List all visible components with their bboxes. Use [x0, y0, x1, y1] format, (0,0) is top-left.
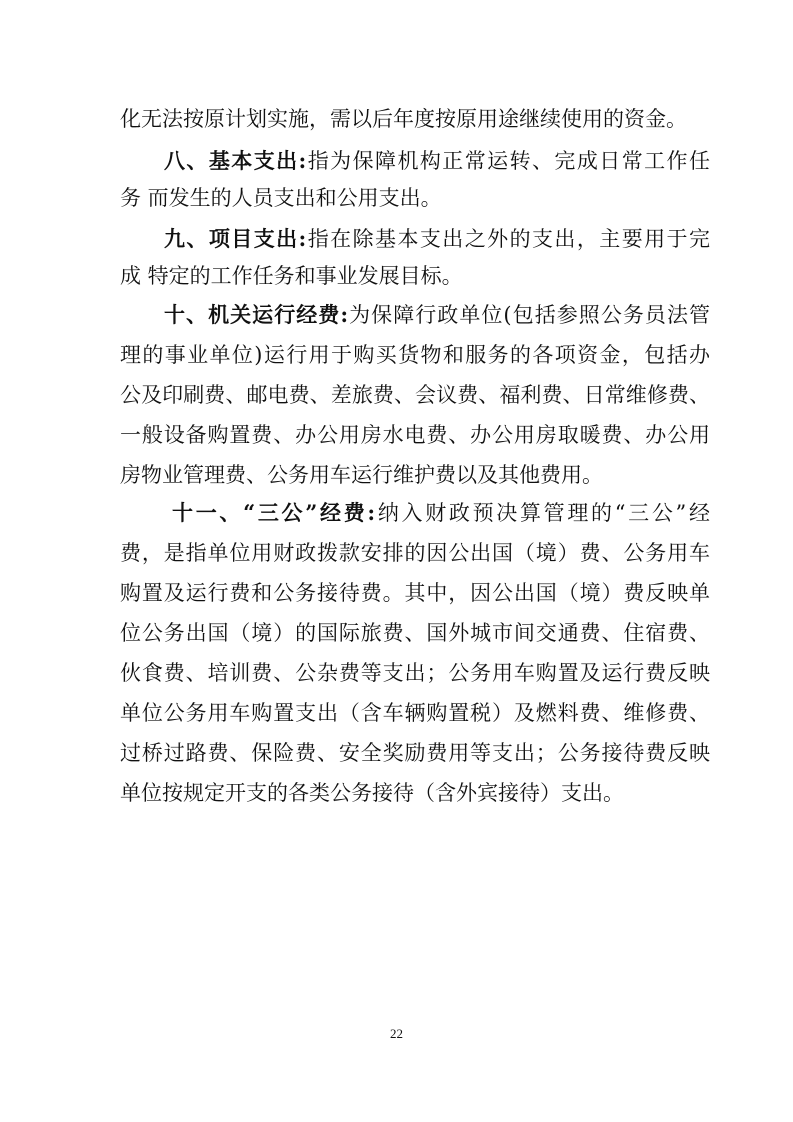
- page-number: 22: [390, 1026, 403, 1041]
- text-line: 单位公务用车购置支出（含车辆购置税）及燃料费、维修费、: [120, 701, 710, 725]
- paragraph-project-expenditure: [164, 224, 710, 254]
- text-line: 伙食费、培训费、公杂费等支出；公务用车购置及运行费反映: [120, 661, 710, 685]
- section-heading: 十一、“三公”经费:: [172, 500, 376, 525]
- section-heading: 八、基本支出:: [164, 148, 307, 173]
- paragraph-three-public-funds: [172, 498, 710, 528]
- paragraph-operating-funds: [164, 300, 710, 330]
- text-line: 理的事业单位)运行用于购买货物和服务的各项资金，包括办: [120, 343, 710, 367]
- text-line: 务 而发生的人员支出和公用支出。: [120, 186, 442, 210]
- text-line: 化无法按原计划实施，需以后年度按原用途继续使用的资金。: [120, 107, 687, 131]
- text-line: 过桥过路费、保险费、安全奖励费用等支出；公务接待费反映: [120, 741, 710, 765]
- text-line: 费，是指单位用财政拨款安排的因公出国（境）费、公务用车: [120, 541, 710, 565]
- text-line: 单位按规定开支的各类公务接待（含外宾接待）支出。: [120, 781, 624, 805]
- text-line: 购置及运行费和公务接待费。其中，因公出国（境）费反映单: [120, 581, 710, 605]
- text-line: 一般设备购置费、办公用房水电费、办公用房取暖费、办公用: [120, 423, 710, 447]
- text-line: 房物业管理费、公务用车运行维护费以及其他费用。: [120, 463, 603, 487]
- text-run: 为保障行政单位(包括参照公务员法管: [348, 303, 710, 327]
- text-line: 成 特定的工作任务和事业发展目标。: [120, 264, 463, 288]
- section-heading: 九、项目支出:: [164, 226, 307, 251]
- text-run: 指在除基本支出之外的支出，主要用于完: [306, 227, 710, 251]
- paragraph-basic-expenditure: [164, 146, 710, 176]
- text-line: 位公务出国（境）的国际旅费、国外城市间交通费、住宿费、: [120, 621, 710, 645]
- text-run: 指为保障机构正常运转、完成日常工作任: [306, 149, 710, 173]
- text-run: 纳入财政预决算管理的“三公”经: [375, 501, 710, 525]
- text-line: 公及印刷费、邮电费、差旅费、会议费、福利费、日常维修费、: [120, 383, 710, 407]
- section-heading: 十、机关运行经费:: [164, 302, 349, 327]
